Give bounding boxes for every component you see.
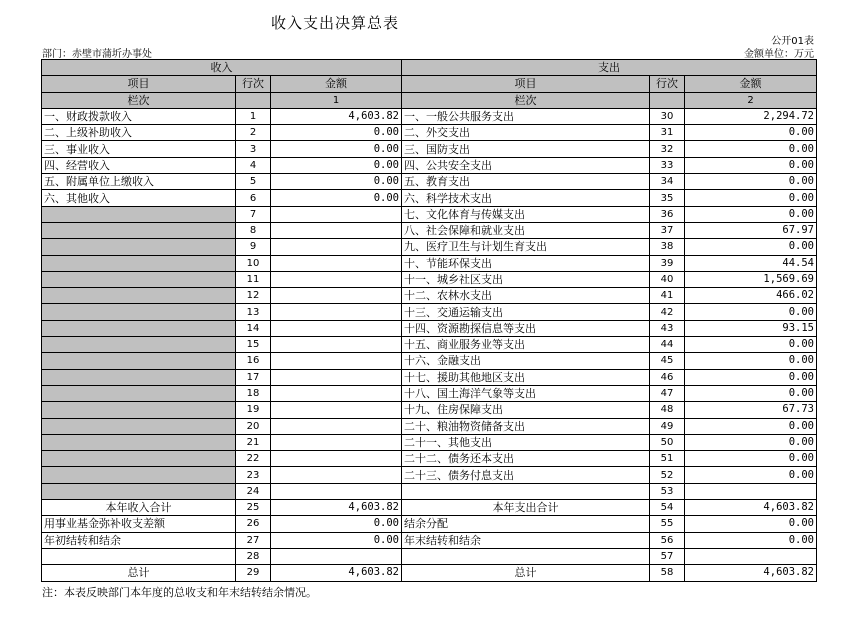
expense-item-name bbox=[402, 483, 650, 499]
income-item-name bbox=[42, 385, 236, 401]
income-amount bbox=[271, 206, 402, 222]
department-label: 部门：赤壁市蒲圻办事处 bbox=[42, 49, 152, 60]
income-item-name: 一、财政拨款收入 bbox=[42, 108, 236, 124]
summary-row bbox=[42, 565, 817, 581]
expense-item-name: 二十二、债务还本支出 bbox=[402, 451, 650, 467]
income-row-number: 1 bbox=[236, 108, 271, 124]
expense-summary-amount: 0.00 bbox=[685, 532, 817, 548]
income-item-name bbox=[42, 451, 236, 467]
expense-item-name: 二十一、其他支出 bbox=[402, 434, 650, 450]
income-row-number: 29 bbox=[236, 565, 271, 581]
income-amount bbox=[271, 304, 402, 320]
income-amount: 0.00 bbox=[271, 157, 402, 173]
table-row bbox=[42, 337, 817, 353]
expense-item-name: 九、医疗卫生与计划生育支出 bbox=[402, 239, 650, 255]
expense-amount: 466.02 bbox=[685, 288, 817, 304]
expense-amount: 44.54 bbox=[685, 255, 817, 271]
expense-amount: 0.00 bbox=[685, 206, 817, 222]
income-item-name bbox=[42, 255, 236, 271]
expense-amount: 0.00 bbox=[685, 141, 817, 157]
expense-summary-label: 总计 bbox=[402, 565, 650, 581]
income-item-name bbox=[42, 353, 236, 369]
expense-summary-amount bbox=[685, 548, 817, 564]
expense-item-name: 二十、粮油物资储备支出 bbox=[402, 418, 650, 434]
table-row bbox=[42, 385, 817, 401]
income-item-name bbox=[42, 271, 236, 287]
income-summary-amount: 0.00 bbox=[271, 532, 402, 548]
expense-item-name: 六、科学技术支出 bbox=[402, 190, 650, 206]
income-amount bbox=[271, 239, 402, 255]
income-column-number: 1 bbox=[271, 92, 402, 108]
amount-unit-label: 金额单位：万元 bbox=[744, 49, 814, 60]
footnote: 注：本表反映部门本年度的总收支和年末结转结余情况。 bbox=[42, 586, 317, 599]
expense-row-number: 50 bbox=[650, 434, 685, 450]
summary-row bbox=[42, 500, 817, 516]
income-amount bbox=[271, 353, 402, 369]
expense-item-header: 项目 bbox=[402, 76, 650, 92]
income-summary-label: 总计 bbox=[42, 565, 236, 581]
expense-item-name: 七、文化体育与传媒支出 bbox=[402, 206, 650, 222]
income-row-number: 6 bbox=[236, 190, 271, 206]
expense-row-number: 45 bbox=[650, 353, 685, 369]
income-amount bbox=[271, 288, 402, 304]
income-amount: 4,603.82 bbox=[271, 108, 402, 124]
income-amount: 0.00 bbox=[271, 190, 402, 206]
table-row bbox=[42, 255, 817, 271]
income-item-name bbox=[42, 369, 236, 385]
expense-item-name: 十九、住房保障支出 bbox=[402, 402, 650, 418]
summary-row bbox=[42, 548, 817, 564]
expense-row-number: 53 bbox=[650, 483, 685, 499]
table-row bbox=[42, 451, 817, 467]
expense-summary-amount: 0.00 bbox=[685, 516, 817, 532]
income-column-label: 栏次 bbox=[42, 92, 236, 108]
income-row-number: 8 bbox=[236, 222, 271, 238]
expense-amount: 0.00 bbox=[685, 353, 817, 369]
expense-amount bbox=[685, 483, 817, 499]
expense-row-number: 51 bbox=[650, 451, 685, 467]
income-amount bbox=[271, 255, 402, 271]
income-item-header: 项目 bbox=[42, 76, 236, 92]
table-row bbox=[42, 222, 817, 238]
income-summary-amount: 0.00 bbox=[271, 516, 402, 532]
report-title: 收入支出决算总表 bbox=[270, 14, 399, 32]
header-row-sections bbox=[42, 60, 817, 76]
expense-amount: 93.15 bbox=[685, 320, 817, 336]
income-row-number: 4 bbox=[236, 157, 271, 173]
expense-amount: 1,569.69 bbox=[685, 271, 817, 287]
expense-summary-label: 结余分配 bbox=[402, 516, 650, 532]
expense-row-number: 49 bbox=[650, 418, 685, 434]
income-summary-label bbox=[42, 548, 236, 564]
expense-amount: 0.00 bbox=[685, 190, 817, 206]
income-expense-table bbox=[41, 59, 817, 582]
income-amount: 0.00 bbox=[271, 125, 402, 141]
table-row bbox=[42, 271, 817, 287]
expense-row-number: 41 bbox=[650, 288, 685, 304]
expense-row-number: 56 bbox=[650, 532, 685, 548]
expense-row-number: 34 bbox=[650, 174, 685, 190]
income-item-name: 四、经营收入 bbox=[42, 157, 236, 173]
expense-row-number: 32 bbox=[650, 141, 685, 157]
income-summary-label: 本年收入合计 bbox=[42, 500, 236, 516]
table-row bbox=[42, 157, 817, 173]
expense-amount: 0.00 bbox=[685, 157, 817, 173]
expense-row-number: 46 bbox=[650, 369, 685, 385]
expense-amount: 0.00 bbox=[685, 467, 817, 483]
expense-amount: 0.00 bbox=[685, 125, 817, 141]
income-item-name bbox=[42, 222, 236, 238]
expense-summary-label: 本年支出合计 bbox=[402, 500, 650, 516]
table-row bbox=[42, 190, 817, 206]
income-item-name bbox=[42, 418, 236, 434]
income-amount bbox=[271, 369, 402, 385]
expense-row-number: 33 bbox=[650, 157, 685, 173]
income-row-number: 2 bbox=[236, 125, 271, 141]
income-summary-label: 年初结转和结余 bbox=[42, 532, 236, 548]
expense-amount: 0.00 bbox=[685, 385, 817, 401]
income-amount bbox=[271, 467, 402, 483]
table-row bbox=[42, 125, 817, 141]
income-item-name: 二、上级补助收入 bbox=[42, 125, 236, 141]
income-summary-label: 用事业基金弥补收支差额 bbox=[42, 516, 236, 532]
income-item-name bbox=[42, 483, 236, 499]
header-row-column-numbers bbox=[42, 92, 817, 108]
income-row-number: 19 bbox=[236, 402, 271, 418]
income-item-name: 六、其他收入 bbox=[42, 190, 236, 206]
expense-section-header: 支出 bbox=[402, 60, 817, 76]
expense-item-name: 五、教育支出 bbox=[402, 174, 650, 190]
expense-row-number: 58 bbox=[650, 565, 685, 581]
expense-item-name: 十八、国土海洋气象等支出 bbox=[402, 385, 650, 401]
income-row-number: 11 bbox=[236, 271, 271, 287]
income-amount bbox=[271, 385, 402, 401]
expense-column-number: 2 bbox=[685, 92, 817, 108]
income-column-label-seq bbox=[236, 92, 271, 108]
expense-amount: 0.00 bbox=[685, 304, 817, 320]
expense-row-number: 31 bbox=[650, 125, 685, 141]
income-amount bbox=[271, 222, 402, 238]
income-section-header: 收入 bbox=[42, 60, 402, 76]
header-row-columns bbox=[42, 76, 817, 92]
table-row bbox=[42, 467, 817, 483]
income-item-name bbox=[42, 402, 236, 418]
expense-item-name: 四、公共安全支出 bbox=[402, 157, 650, 173]
expense-amount: 2,294.72 bbox=[685, 108, 817, 124]
income-row-number: 12 bbox=[236, 288, 271, 304]
table-row bbox=[42, 483, 817, 499]
table-row bbox=[42, 418, 817, 434]
expense-item-name: 十四、资源勘探信息等支出 bbox=[402, 320, 650, 336]
expense-row-number: 57 bbox=[650, 548, 685, 564]
income-row-number: 7 bbox=[236, 206, 271, 222]
income-row-number: 23 bbox=[236, 467, 271, 483]
expense-row-number: 54 bbox=[650, 500, 685, 516]
income-summary-amount bbox=[271, 548, 402, 564]
income-item-name: 三、事业收入 bbox=[42, 141, 236, 157]
expense-row-number: 44 bbox=[650, 337, 685, 353]
expense-row-number: 30 bbox=[650, 108, 685, 124]
income-row-number: 14 bbox=[236, 320, 271, 336]
income-amount bbox=[271, 402, 402, 418]
table-row bbox=[42, 288, 817, 304]
expense-item-name: 二十三、债务付息支出 bbox=[402, 467, 650, 483]
expense-item-name: 十三、交通运输支出 bbox=[402, 304, 650, 320]
table-row bbox=[42, 108, 817, 124]
income-row-number: 15 bbox=[236, 337, 271, 353]
expense-column-label: 栏次 bbox=[402, 92, 650, 108]
income-row-number: 21 bbox=[236, 434, 271, 450]
expense-item-name: 十六、金融支出 bbox=[402, 353, 650, 369]
form-code: 公开01表 bbox=[771, 36, 814, 47]
income-row-number: 24 bbox=[236, 483, 271, 499]
expense-column-label-seq bbox=[650, 92, 685, 108]
table-row bbox=[42, 402, 817, 418]
income-amount bbox=[271, 434, 402, 450]
expense-amount: 0.00 bbox=[685, 239, 817, 255]
expense-item-name: 十七、援助其他地区支出 bbox=[402, 369, 650, 385]
expense-amount: 0.00 bbox=[685, 451, 817, 467]
expense-row-number: 39 bbox=[650, 255, 685, 271]
expense-item-name: 八、社会保障和就业支出 bbox=[402, 222, 650, 238]
income-amount bbox=[271, 483, 402, 499]
table-row bbox=[42, 434, 817, 450]
income-item-name bbox=[42, 239, 236, 255]
expense-amount: 0.00 bbox=[685, 337, 817, 353]
income-item-name bbox=[42, 304, 236, 320]
table-row bbox=[42, 239, 817, 255]
table-row bbox=[42, 369, 817, 385]
income-row-number: 3 bbox=[236, 141, 271, 157]
table-row bbox=[42, 304, 817, 320]
income-row-number: 18 bbox=[236, 385, 271, 401]
income-summary-amount: 4,603.82 bbox=[271, 500, 402, 516]
table-row bbox=[42, 320, 817, 336]
expense-item-name: 十一、城乡社区支出 bbox=[402, 271, 650, 287]
income-row-number: 22 bbox=[236, 451, 271, 467]
summary-row bbox=[42, 516, 817, 532]
expense-summary-label: 年末结转和结余 bbox=[402, 532, 650, 548]
expense-row-number: 47 bbox=[650, 385, 685, 401]
expense-item-name: 二、外交支出 bbox=[402, 125, 650, 141]
income-item-name: 五、附属单位上缴收入 bbox=[42, 174, 236, 190]
expense-row-number: 35 bbox=[650, 190, 685, 206]
income-item-name bbox=[42, 337, 236, 353]
table-row bbox=[42, 174, 817, 190]
income-amount bbox=[271, 418, 402, 434]
income-item-name bbox=[42, 320, 236, 336]
expense-row-number: 42 bbox=[650, 304, 685, 320]
table-row bbox=[42, 141, 817, 157]
expense-row-number: 37 bbox=[650, 222, 685, 238]
income-amount bbox=[271, 451, 402, 467]
expense-summary-amount: 4,603.82 bbox=[685, 565, 817, 581]
income-row-number: 5 bbox=[236, 174, 271, 190]
income-amount bbox=[271, 337, 402, 353]
expense-row-number: 55 bbox=[650, 516, 685, 532]
expense-amount-header: 金额 bbox=[685, 76, 817, 92]
income-amount: 0.00 bbox=[271, 174, 402, 190]
table-row bbox=[42, 353, 817, 369]
income-item-name bbox=[42, 467, 236, 483]
expense-row-number: 43 bbox=[650, 320, 685, 336]
expense-row-number: 36 bbox=[650, 206, 685, 222]
expense-row-number: 48 bbox=[650, 402, 685, 418]
expense-amount: 67.97 bbox=[685, 222, 817, 238]
income-summary-amount: 4,603.82 bbox=[271, 565, 402, 581]
expense-summary-amount: 4,603.82 bbox=[685, 500, 817, 516]
income-row-number: 9 bbox=[236, 239, 271, 255]
expense-item-name: 三、国防支出 bbox=[402, 141, 650, 157]
expense-row-number: 38 bbox=[650, 239, 685, 255]
income-row-number: 17 bbox=[236, 369, 271, 385]
expense-amount: 0.00 bbox=[685, 174, 817, 190]
income-row-number: 27 bbox=[236, 532, 271, 548]
income-amount bbox=[271, 271, 402, 287]
income-row-number: 26 bbox=[236, 516, 271, 532]
income-row-number: 25 bbox=[236, 500, 271, 516]
income-row-number: 20 bbox=[236, 418, 271, 434]
income-item-name bbox=[42, 434, 236, 450]
expense-row-number: 40 bbox=[650, 271, 685, 287]
expense-item-name: 一、一般公共服务支出 bbox=[402, 108, 650, 124]
expense-amount: 0.00 bbox=[685, 369, 817, 385]
income-row-number: 10 bbox=[236, 255, 271, 271]
income-item-name bbox=[42, 206, 236, 222]
income-row-number: 28 bbox=[236, 548, 271, 564]
expense-item-name: 十五、商业服务业等支出 bbox=[402, 337, 650, 353]
income-seq-header: 行次 bbox=[236, 76, 271, 92]
expense-amount: 0.00 bbox=[685, 418, 817, 434]
expense-item-name: 十、节能环保支出 bbox=[402, 255, 650, 271]
expense-item-name: 十二、农林水支出 bbox=[402, 288, 650, 304]
income-item-name bbox=[42, 288, 236, 304]
income-row-number: 16 bbox=[236, 353, 271, 369]
expense-row-number: 52 bbox=[650, 467, 685, 483]
table-row bbox=[42, 206, 817, 222]
summary-row bbox=[42, 532, 817, 548]
expense-amount: 67.73 bbox=[685, 402, 817, 418]
income-amount-header: 金额 bbox=[271, 76, 402, 92]
income-row-number: 13 bbox=[236, 304, 271, 320]
expense-summary-label bbox=[402, 548, 650, 564]
expense-amount: 0.00 bbox=[685, 434, 817, 450]
income-amount: 0.00 bbox=[271, 141, 402, 157]
expense-seq-header: 行次 bbox=[650, 76, 685, 92]
income-amount bbox=[271, 320, 402, 336]
